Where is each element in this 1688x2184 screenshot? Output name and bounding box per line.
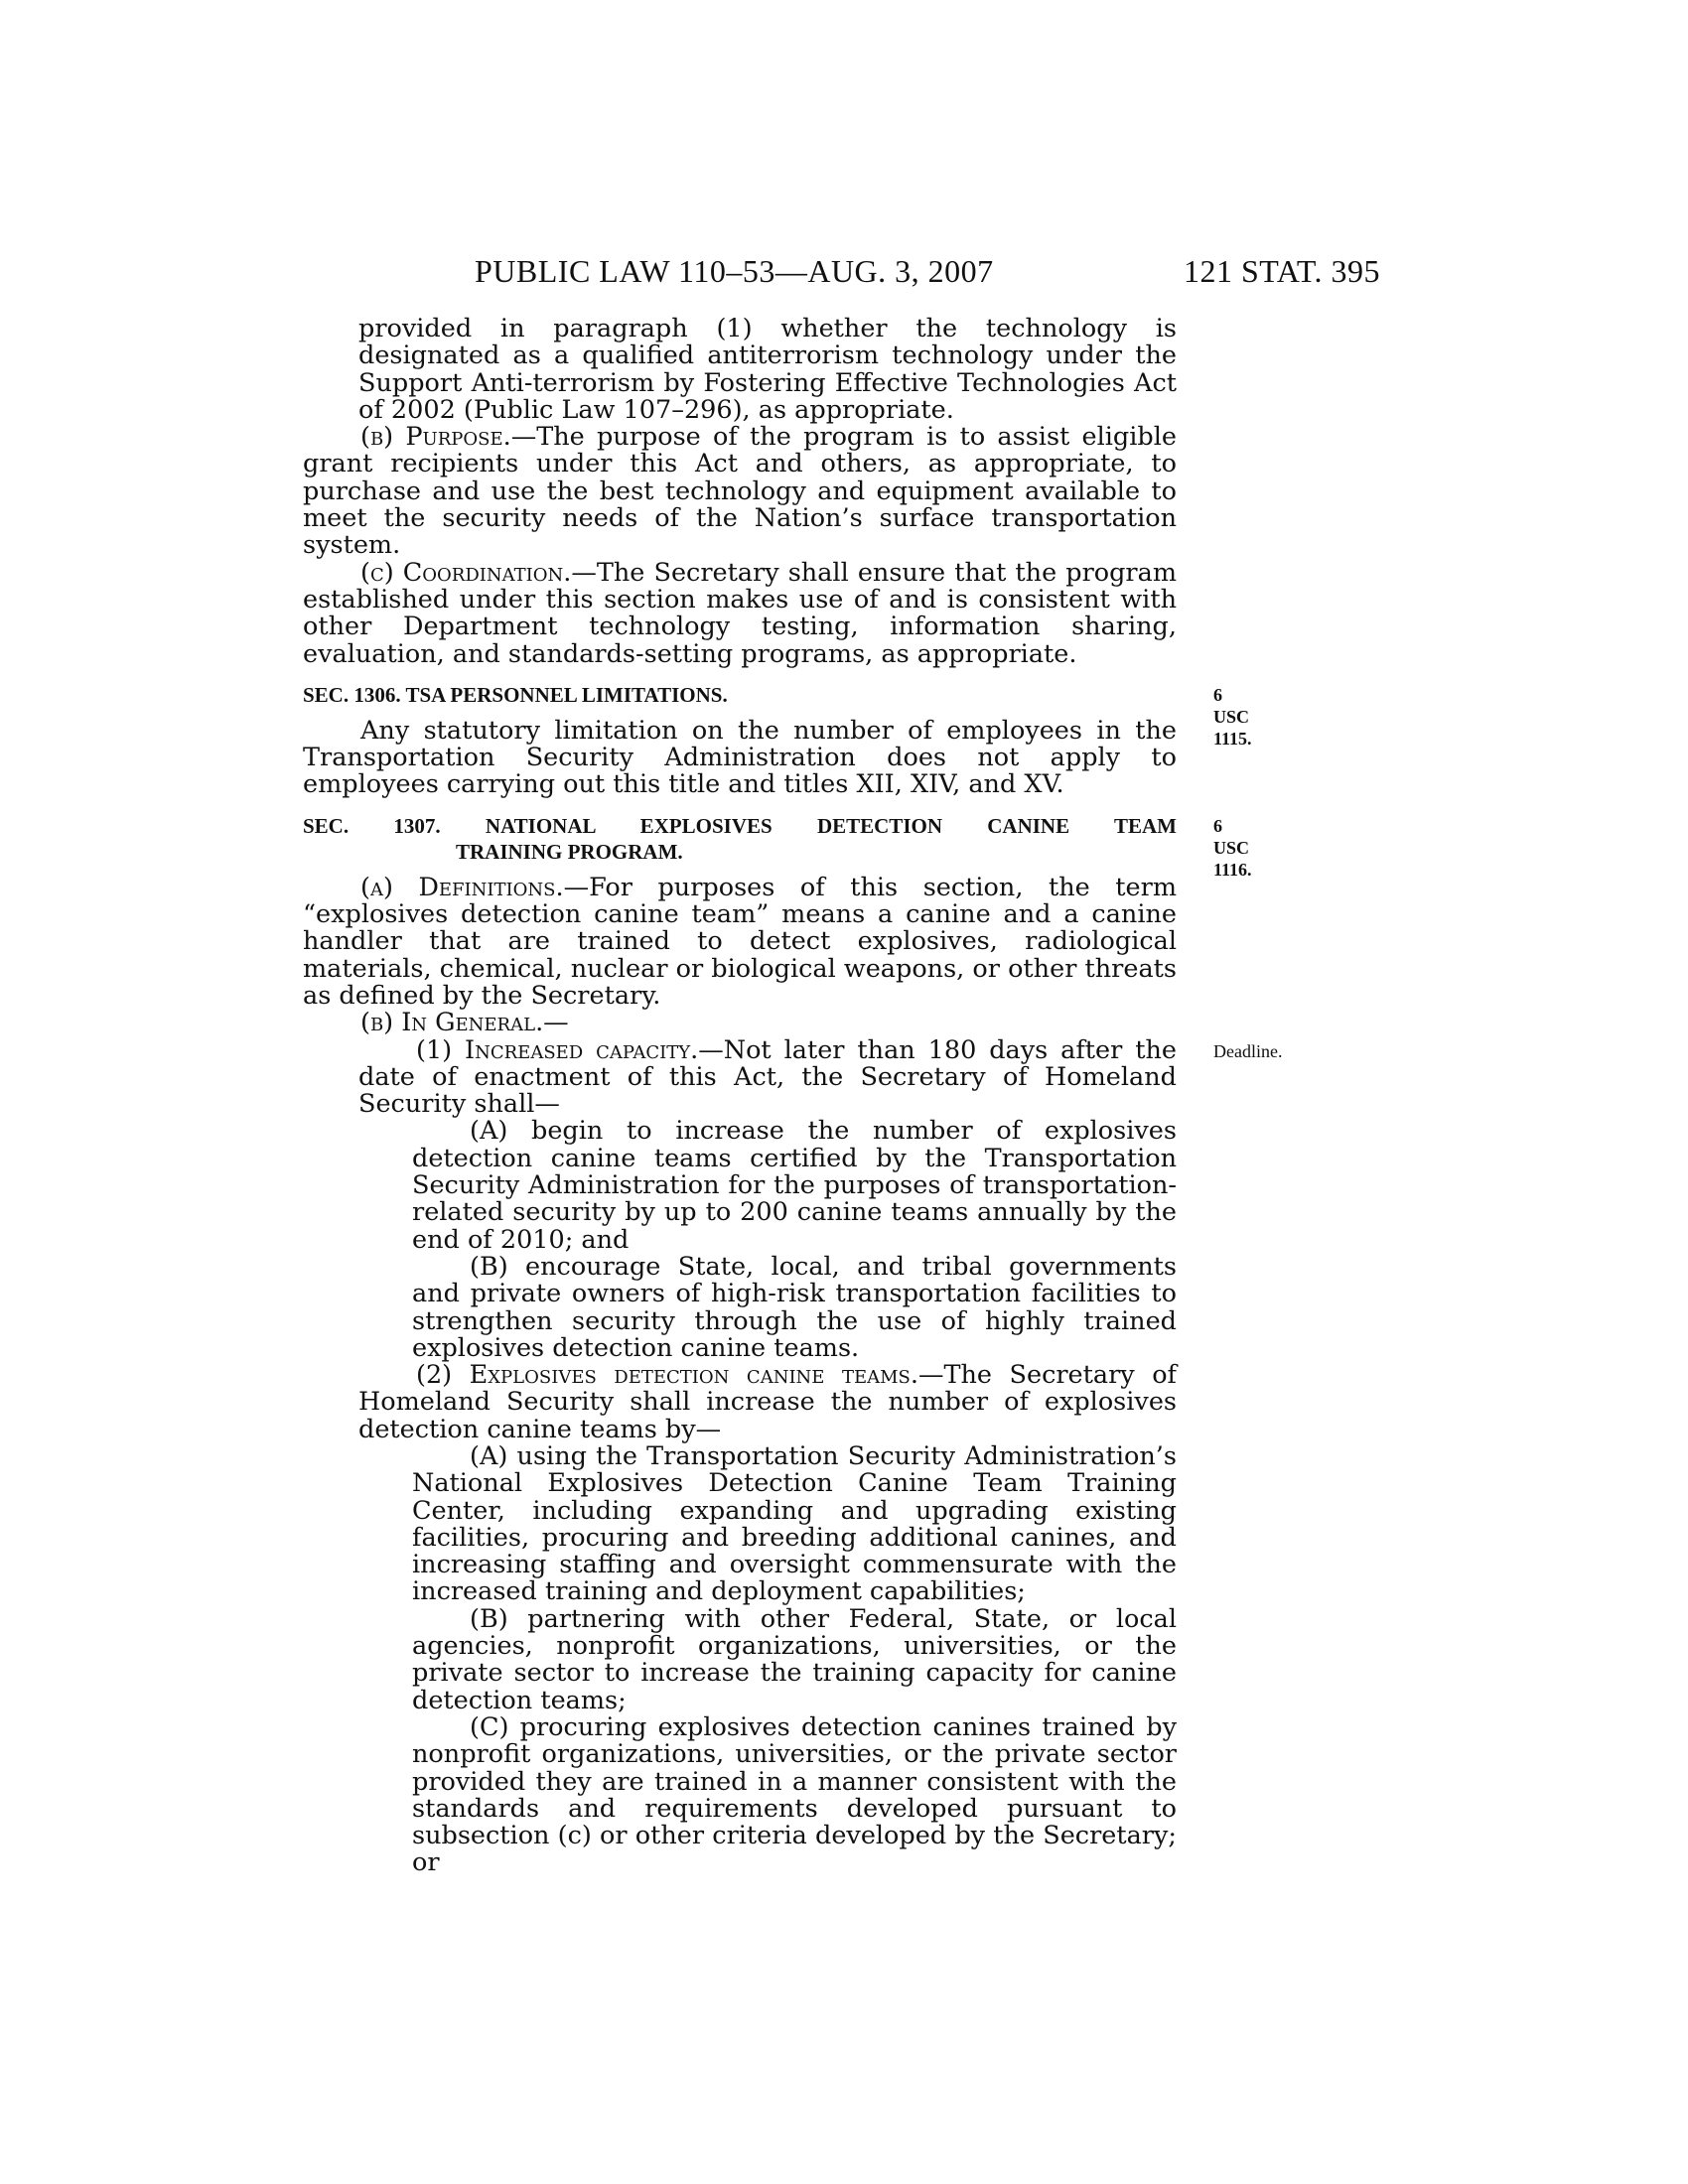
section-1307-title-line1: SEC. 1307. NATIONAL EXPLOSIVES DETECTION CANINE TEAM <box>303 813 1177 838</box>
clause-1-b: (B) encourage State, local, and tribal governments and private owners of high-risk transportation facilities to strengthen security through the use of highly trained explosives detection canine teams. <box>412 1251 1177 1363</box>
subsection-b-purpose <box>303 424 1177 559</box>
subsection-a-definitions <box>303 872 1178 1011</box>
clause-2-b: (B) partnering with other Federal, State, or local agencies, nonprofit organizations, universities, or the private sector to increase the training capacity for canine detection teams; <box>412 1603 1177 1715</box>
section-1307-heading <box>303 813 1252 880</box>
increased-capacity-label: (1) Increased capacity. <box>416 1034 699 1065</box>
paragraph-continuation: provided in paragraph (1) whether the technology is designated as a qualified antiterrorism technology under the Support Anti-terrorism by Fostering Effective Technologies Act of 2002 (Public Law 107–296), as appropriate. <box>358 314 1177 425</box>
paragraph-1-increased-capacity <box>303 1034 1177 1120</box>
purpose-text: —The purpose of the program is to assist eligible grant recipients under this Act and others, as appropriate, to purchase and use the best technology and equipment available to meet the security needs of the Nation’s surface transportation system. <box>303 422 1177 561</box>
purpose-label: (b) Purpose. <box>360 422 511 453</box>
clause-2-c: (C) procuring explosives detection canines trained by nonprofit organizations, universities, or the private sector provided they are trained in a manner consistent with the standards and requirements developed pursuant to subsection (c) or other criteria developed by the Secretary; or <box>412 1711 1177 1878</box>
statute-body <box>303 314 1283 1878</box>
section-1307-title-line2: TRAINING PROGRAM. <box>456 839 683 864</box>
section-1306-title: SEC. 1306. TSA PERSONNEL LIMITATIONS. <box>303 682 728 707</box>
margin-note-6usc1116: 6 USC 1116. <box>1213 815 1252 880</box>
margin-note-deadline: Deadline. <box>1213 1040 1283 1061</box>
paragraph-1-wrapper <box>303 1034 1283 1120</box>
canine-teams-label: (2) Explosives detection canine teams. <box>416 1360 918 1391</box>
definitions-text: —For purposes of this section, the term “explosives detection canine team” means a canine and a canine handler that are trained to detect explosives, radiological materials, chemical, nuclear or biological weapons, or other threats as defined by the Secretary. <box>303 872 1178 1011</box>
page-folio: 121 STAT. 395 <box>1183 253 1380 289</box>
section-1306-heading <box>303 682 1252 749</box>
margin-note-6usc1115: 6 USC 1115. <box>1213 684 1252 749</box>
definitions-label: (a) Definitions. <box>360 872 564 902</box>
clause-1-a: (A) begin to increase the number of explosives detection canine teams certified by the Transportation Security Administration for the purposes of transportation-related security by up to 200 canine teams annually by the end of 2010; and <box>412 1116 1177 1255</box>
coordination-text: —The Secretary shall ensure that the program established under this section makes use of and is consistent with other Department technology testing, information sharing, evaluation, and standards-setting programs, as appropriate. <box>303 557 1178 669</box>
paragraph-2-canine-teams <box>303 1362 1177 1443</box>
subsection-b-in-general <box>303 1010 1177 1036</box>
in-general-label: (b) In General. <box>360 1008 544 1038</box>
subsection-c-coordination <box>303 557 1178 669</box>
header-title: PUBLIC LAW 110–53—AUG. 3, 2007 <box>475 253 994 289</box>
clause-2-a: (A) using the Transportation Security Administration’s National Explosives Detection Canine Team Training Center, including expanding and upgrading existing facilities, procuring and breeding additional canines, and increasing staffing and oversight commensurate with the increased training and deployment capabilities; <box>412 1440 1177 1607</box>
in-general-text: — <box>543 1008 569 1038</box>
running-header <box>298 246 1380 296</box>
section-1306-text: Any statutory limitation on the number of employees in the Transportation Security Administration does not apply to employees carrying out this title and titles XII, XIV, and XV. <box>303 715 1177 800</box>
coordination-label: (c) Coordination. <box>360 557 572 588</box>
canine-teams-text: —The Secretary of Homeland Security shall increase the number of explosives detection canine teams by— <box>358 1360 1177 1444</box>
increased-capacity-text: —Not later than 180 days after the date of enactment of this Act, the Secretary of Homeland Security shall— <box>358 1034 1177 1120</box>
